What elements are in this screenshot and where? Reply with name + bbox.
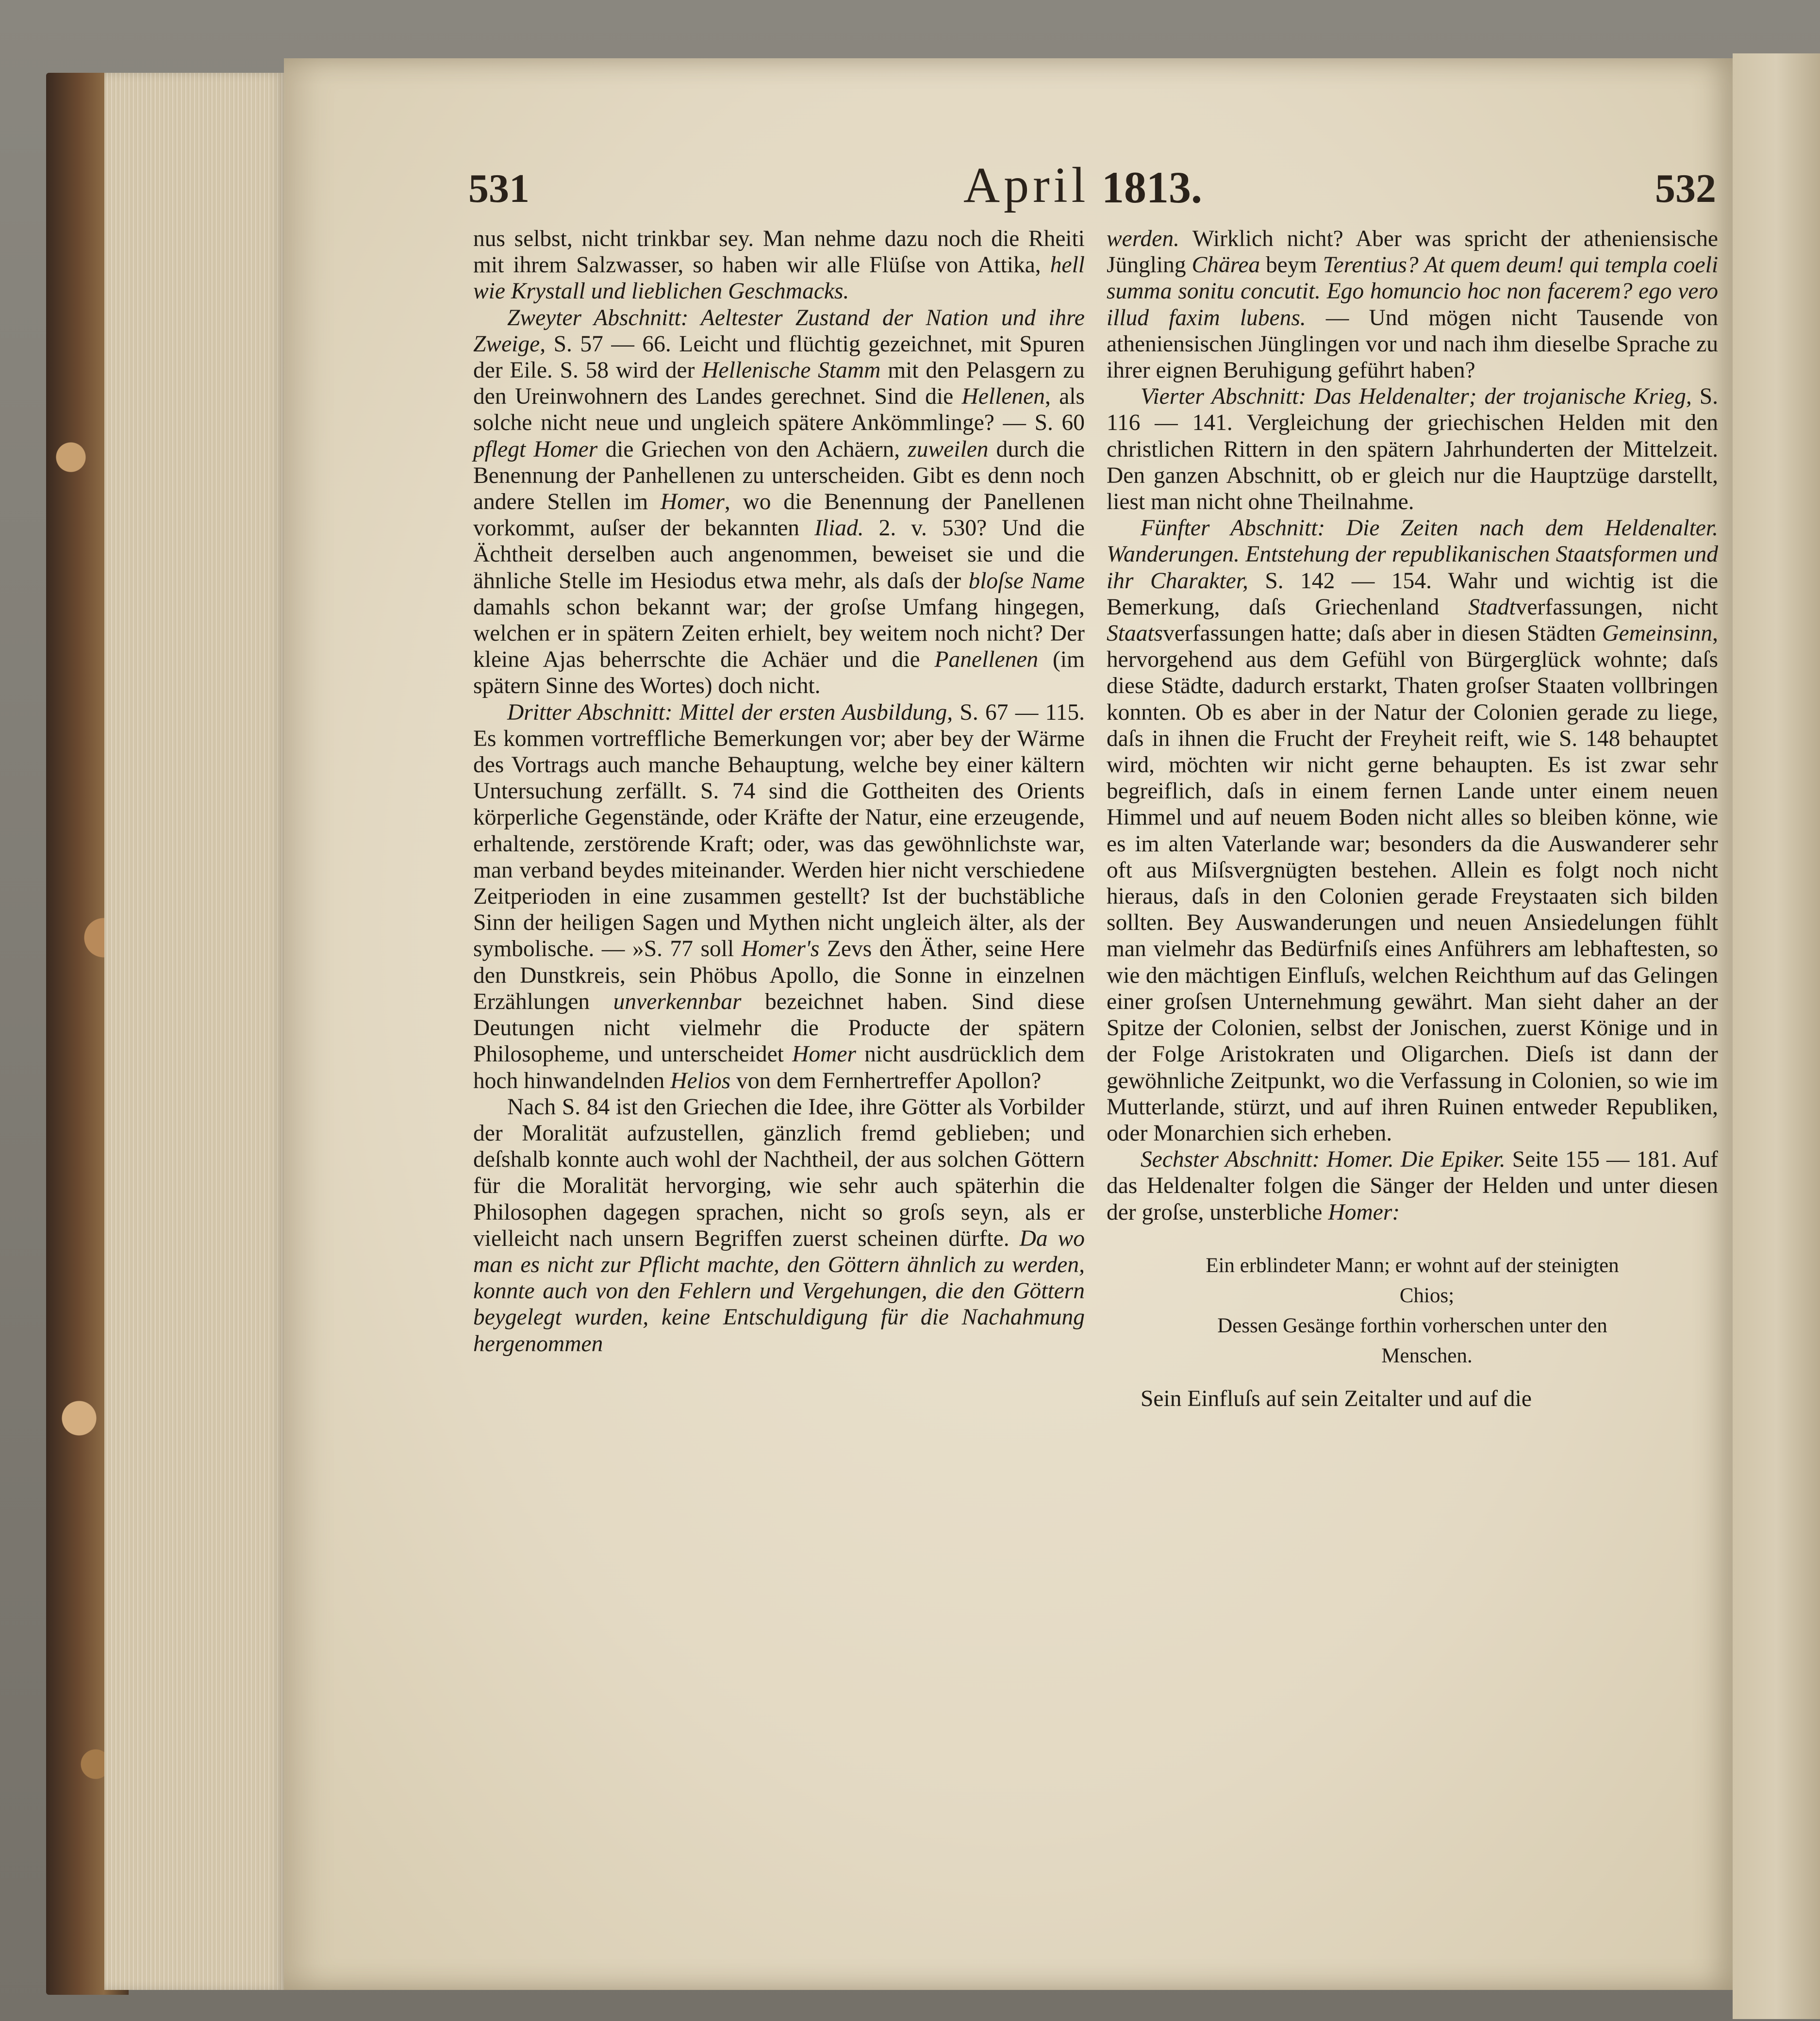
text-run: von dem Fernhertreffer Apollon? bbox=[730, 1068, 1042, 1093]
text-run: mit den Pelasgern zu den Ureinwohnern des Landes gerechnet. Sind die bbox=[473, 358, 1085, 410]
section-heading: Sechster Abschnitt: Homer. Die Epiker. bbox=[1141, 1147, 1506, 1173]
paragraph bbox=[473, 305, 1085, 699]
text-run-italic: Stadt bbox=[1468, 594, 1516, 620]
verse-line: Chios; bbox=[1399, 1284, 1455, 1307]
text-run-italic: Helios bbox=[670, 1068, 731, 1093]
right-page-number: 532 bbox=[1655, 166, 1716, 211]
text-run: verfassungen, nicht bbox=[1515, 594, 1718, 620]
text-run: verfassungen hatte; daſs aber in diesen Städten bbox=[1163, 621, 1603, 646]
paragraph bbox=[473, 699, 1085, 1094]
text-run-italic: Staats bbox=[1107, 621, 1163, 646]
section-heading: Vierter Abschnitt: Das Heldenalter; der trojanische Krieg, bbox=[1141, 384, 1692, 410]
paragraph bbox=[1107, 1146, 1718, 1226]
left-text-column bbox=[473, 226, 1085, 1357]
running-head-year: 1813. bbox=[1102, 163, 1202, 212]
text-run-italic: Gemeinsinn bbox=[1602, 621, 1713, 646]
text-run: , als solche nicht neue und ungleich spätere Ankömmlinge? — S. 60 bbox=[473, 384, 1085, 436]
text-run: die Griechen von den Achäern, bbox=[597, 436, 908, 462]
text-run: Sein Einfluſs auf sein Zeitalter und auf die bbox=[1141, 1386, 1532, 1411]
text-run-italic: Homer bbox=[792, 1042, 856, 1067]
section-heading: Zweyter Abschnitt: Aeltester Zustand der Nation und ihre Zweige, bbox=[473, 305, 1085, 357]
text-run-italic: Homer bbox=[660, 489, 725, 515]
text-run-italic: Panellenen bbox=[934, 647, 1039, 673]
text-run-italic: pflegt Homer bbox=[473, 436, 598, 462]
right-text-column bbox=[1107, 226, 1718, 1412]
text-run-italic: Homer: bbox=[1328, 1199, 1400, 1225]
text-run: Nach S. 84 ist den Griechen die Idee, ihre Götter als Vorbilder der Moralität aufzustellen, gänzlich fremd geblieben; und deſshalb konnte auch wohl der Nachtheil, der aus solchen Göttern für die Moralität hervorging, wie sehr auch späterhin die Philosophen dagegen sprachen, nicht so groſs seyn, als er vielleicht nach unsern Begriffen zuerst scheinen dürfte. bbox=[473, 1094, 1085, 1251]
running-head-month: April bbox=[963, 157, 1090, 213]
page-edges bbox=[104, 73, 284, 1990]
text-run-italic: unverkennbar bbox=[613, 989, 742, 1014]
text-run-italic: Terentius? bbox=[1323, 252, 1419, 278]
text-run: — Und mögen nicht Tausende von atheniensischen Jünglingen vor und nach ihm dieselbe Sprache zu ihrer eignen Beruhigung geführt haben? bbox=[1107, 305, 1719, 383]
paragraph bbox=[1107, 1386, 1718, 1412]
verse-line: Dessen Gesänge forthin vorherschen unter den bbox=[1217, 1314, 1607, 1337]
text-run: nus selbst, nicht trinkbar sey. Man nehme dazu noch die Rheiti mit ihrem Salzwasser, so haben wir alle Flüſse von Attika, bbox=[473, 226, 1085, 278]
section-heading: Fünfter Abschnitt: Die Zeiten nach dem Heldenalter. Wanderungen. Entstehung der republikanischen Staatsformen und ihr Charakter, bbox=[1107, 515, 1718, 594]
text-run-italic: Chärea bbox=[1191, 252, 1260, 278]
paragraph bbox=[1107, 226, 1718, 383]
text-run: Seite 155 — 181. Auf das Heldenalter folgen die Sänger der Helden und unter diesen der groſse, unsterbliche bbox=[1107, 1147, 1718, 1225]
next-page-edge bbox=[1733, 53, 1820, 2019]
paragraph bbox=[473, 226, 1085, 305]
text-run-italic: hell wie Krystall und lieblichen Geschmacks. bbox=[473, 252, 1085, 304]
text-run-italic: zuweilen bbox=[908, 436, 989, 462]
text-run: damahls schon bekannt war; der groſse Umfang hingegen, welchen er in spätern Zeiten erhielt, bey weitem noch nicht? Der kleine Ajas beherrschte die Achäer und die bbox=[473, 594, 1085, 673]
text-run: Zevs den Äther, seine Here den Dunstkreis, sein Phöbus Apollo, die Sonne in einzelnen Erzählungen bbox=[473, 936, 1085, 1014]
text-run-italic: werden. bbox=[1107, 226, 1179, 251]
text-run: Wirklich nicht? Aber was spricht der atheniensische Jüngling bbox=[1107, 226, 1718, 278]
text-run bbox=[1419, 252, 1424, 278]
text-run: , wo die Benennung der Panellenen vorkommt, auſser der bekannten bbox=[473, 489, 1085, 541]
text-run: bezeichnet haben. Sind diese Deutungen nicht vielmehr die Producte der spätern Philosopheme, und unterscheidet bbox=[473, 989, 1085, 1067]
paragraph bbox=[473, 1094, 1085, 1357]
text-run-italic: Iliad. bbox=[814, 515, 864, 541]
section-heading: Dritter Abschnitt: Mittel der ersten Ausbildung, bbox=[507, 699, 953, 725]
verse-line: Ein erblindeter Mann; er wohnt auf der steinigten bbox=[1206, 1254, 1619, 1277]
text-run: S. 57 — 66. Leicht und flüchtig gezeichnet, mit Spuren der Eile. S. 58 wird der bbox=[473, 331, 1085, 383]
text-run-italic: Hellenen bbox=[961, 384, 1045, 410]
text-run: durch die Benennung der Panhellenen zu unterscheiden. Gibt es denn noch andere Stellen im bbox=[473, 436, 1085, 515]
text-run: beym bbox=[1260, 252, 1323, 278]
text-run-italic: bloſse Name bbox=[968, 568, 1085, 594]
text-run: nicht ausdrücklich dem hoch hinwandelnden bbox=[473, 1042, 1085, 1093]
paragraph bbox=[1107, 515, 1718, 1146]
text-run-italic: Homer's bbox=[741, 936, 820, 962]
verse-line: Menschen. bbox=[1381, 1344, 1473, 1367]
text-run: , hervorgehend aus dem Gefühl von Bürgerglück wohnte; daſs diese Städte, dadurch erstarkt, Thaten groſser Staaten vollbringen konnten. Ob es aber in der Natur der Colonien gerade zu liege, daſs in ihnen die Frucht der Freyheit reift, wie S. 148 behauptet wird, möchten wir nicht gerne behaupten. Es ist zwar sehr begreiflich, daſs in einem fernen Lande unter einem neuen Himmel und auf neuem Boden nicht alles so bleiben könne, wie es im alten Vaterlande war; besonders da die Auswanderer sehr oft aus Miſsvergnügten bestehen. Allein es folgt noch nicht hieraus, daſs in den Colonien gerade Freystaaten sich bilden sollten. Bey Auswanderungen und neuen Ansiedelungen fühlt man vielmehr das Bedürfniſs eines Anführers am lebhaftesten, so wie den mächtigen Einfluſs, welchen Reichthum auf das Gelingen einer groſsen Unternehmung gewährt. Man sieht daher an der Spitze der Colonien, selbst der Jonischen, zuerst Könige und in der Folge Aristokraten und Oligarchen. Dieſs ist dann der gewöhnliche Zeitpunkt, wo die Verfassung in Colonien, so wie im Mutterlande, stürzt, und auf ihren Ruinen entweder Republiken, oder Monarchien sich erheben. bbox=[1107, 621, 1718, 1146]
latin-quote: At quem deum! qui templa coeli summa sonitu concutit. Ego homuncio hoc non facerem? ego vero illud faxim lubens. bbox=[1107, 252, 1719, 331]
text-run: (im spätern Sinne des Wortes) doch nicht. bbox=[473, 647, 1085, 699]
text-run: S. 67 — 115. Es kommen vortreffliche Bemerkungen vor; aber bey der Wärme des Vortrags auch manche Behauptung, welche bey einer kältern Untersuchung zerfällt. S. 74 sind die Gottheiten des Orients körperliche Gegenstände, oder Kräfte der Natur, eine erzeugende, erhaltende, zerstörende Kraft; oder, was das gewöhnlichste war, man verband beydes miteinander. Werden hier nicht verschiedene Zeitperioden in eine zusammen gestellt? Ist der buchstäbliche Sinn der heiligen Sagen und Mythen nicht ungleich älter, als der symbolische. — »S. 77 soll bbox=[473, 699, 1085, 962]
text-run: 2. v. 530? Und die Ächtheit derselben auch angenommen, beweiset sie und die ähnliche Stelle im Hesiodus etwa mehr, als daſs der bbox=[473, 515, 1085, 594]
text-run-italic: Hellenische Stamm bbox=[702, 358, 881, 383]
paragraph bbox=[1107, 383, 1718, 515]
text-run-italic: Da wo man es nicht zur Pflicht machte, den Göttern ähnlich zu werden, konnte auch von den Fehlern und Vergehungen, die den Göttern beygelegt wurden, keine Entschuldigung für die Nachahmung hergenommen bbox=[473, 1226, 1085, 1357]
text-run: S. 116 — 141. Vergleichung der griechischen Helden mit den christlichen Rittern in den spätern Jahrhunderten der Mittelzeit. Den ganzen Abschnitt, ob er gleich nur die Hauptzüge darstellt, liest man nicht ohne Theilnahme. bbox=[1107, 384, 1718, 515]
left-page-number: 531 bbox=[468, 166, 529, 211]
verse-quote bbox=[1107, 1251, 1718, 1371]
text-run: S. 142 — 154. Wahr und wichtig ist die Bemerkung, daſs Griechenland bbox=[1107, 568, 1719, 620]
